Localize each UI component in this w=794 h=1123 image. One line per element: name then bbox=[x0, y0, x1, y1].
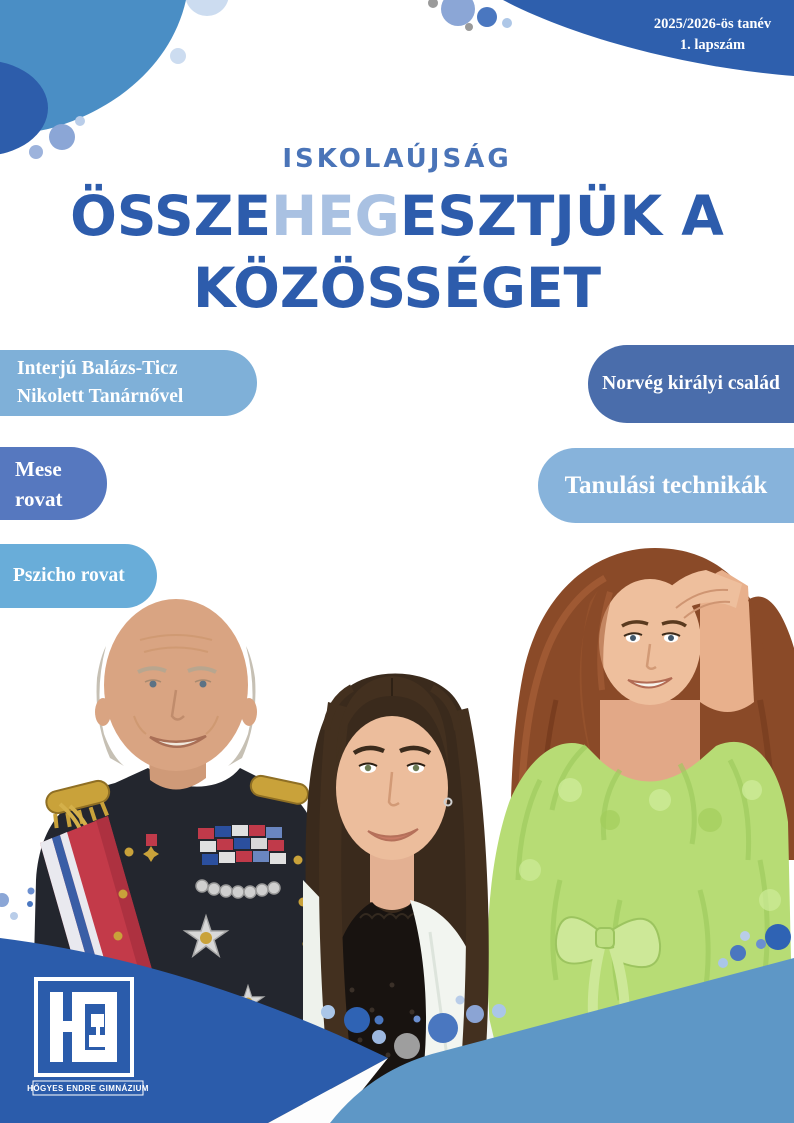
left-edge-dots bbox=[0, 888, 35, 921]
topic-mese-line2: rovat bbox=[15, 486, 63, 511]
headline-pre: ÖSSZE bbox=[70, 184, 272, 248]
top-left-blob-decoration bbox=[0, 0, 229, 159]
topic-pill-norveg bbox=[588, 345, 794, 423]
topic-interview-line1: Interjú Balázs-Ticz bbox=[17, 358, 178, 379]
headline-line-1 bbox=[0, 184, 794, 248]
school-name: HŐGYES ENDRE GIMNÁZIUM bbox=[27, 1084, 149, 1093]
issue-number: 1. lapszám bbox=[679, 37, 746, 53]
headline-line-2: KÖZÖSSÉGET bbox=[192, 256, 602, 320]
topic-tanulasi-label: Tanulási technikák bbox=[564, 471, 768, 499]
topic-pill-pszicho bbox=[0, 544, 157, 608]
issue-badge bbox=[630, 14, 794, 56]
issue-year: 2025/2026-ös tanév bbox=[653, 16, 772, 32]
headline-highlight: HEG bbox=[271, 184, 400, 248]
topic-norveg-label: Norvég királyi család bbox=[602, 373, 780, 394]
masthead: ISKOLAÚJSÁG bbox=[282, 144, 512, 174]
topic-pill-mese bbox=[0, 447, 107, 520]
topic-pill-interview bbox=[0, 350, 257, 416]
topic-pill-tanulasi bbox=[538, 448, 794, 523]
topic-mese-line1: Mese bbox=[15, 456, 62, 481]
headline-post: ESZTJÜK A bbox=[399, 184, 724, 248]
topic-pszicho-label: Pszicho rovat bbox=[13, 565, 125, 586]
topic-interview-line2: Nikolett Tanárnővel bbox=[17, 386, 184, 407]
